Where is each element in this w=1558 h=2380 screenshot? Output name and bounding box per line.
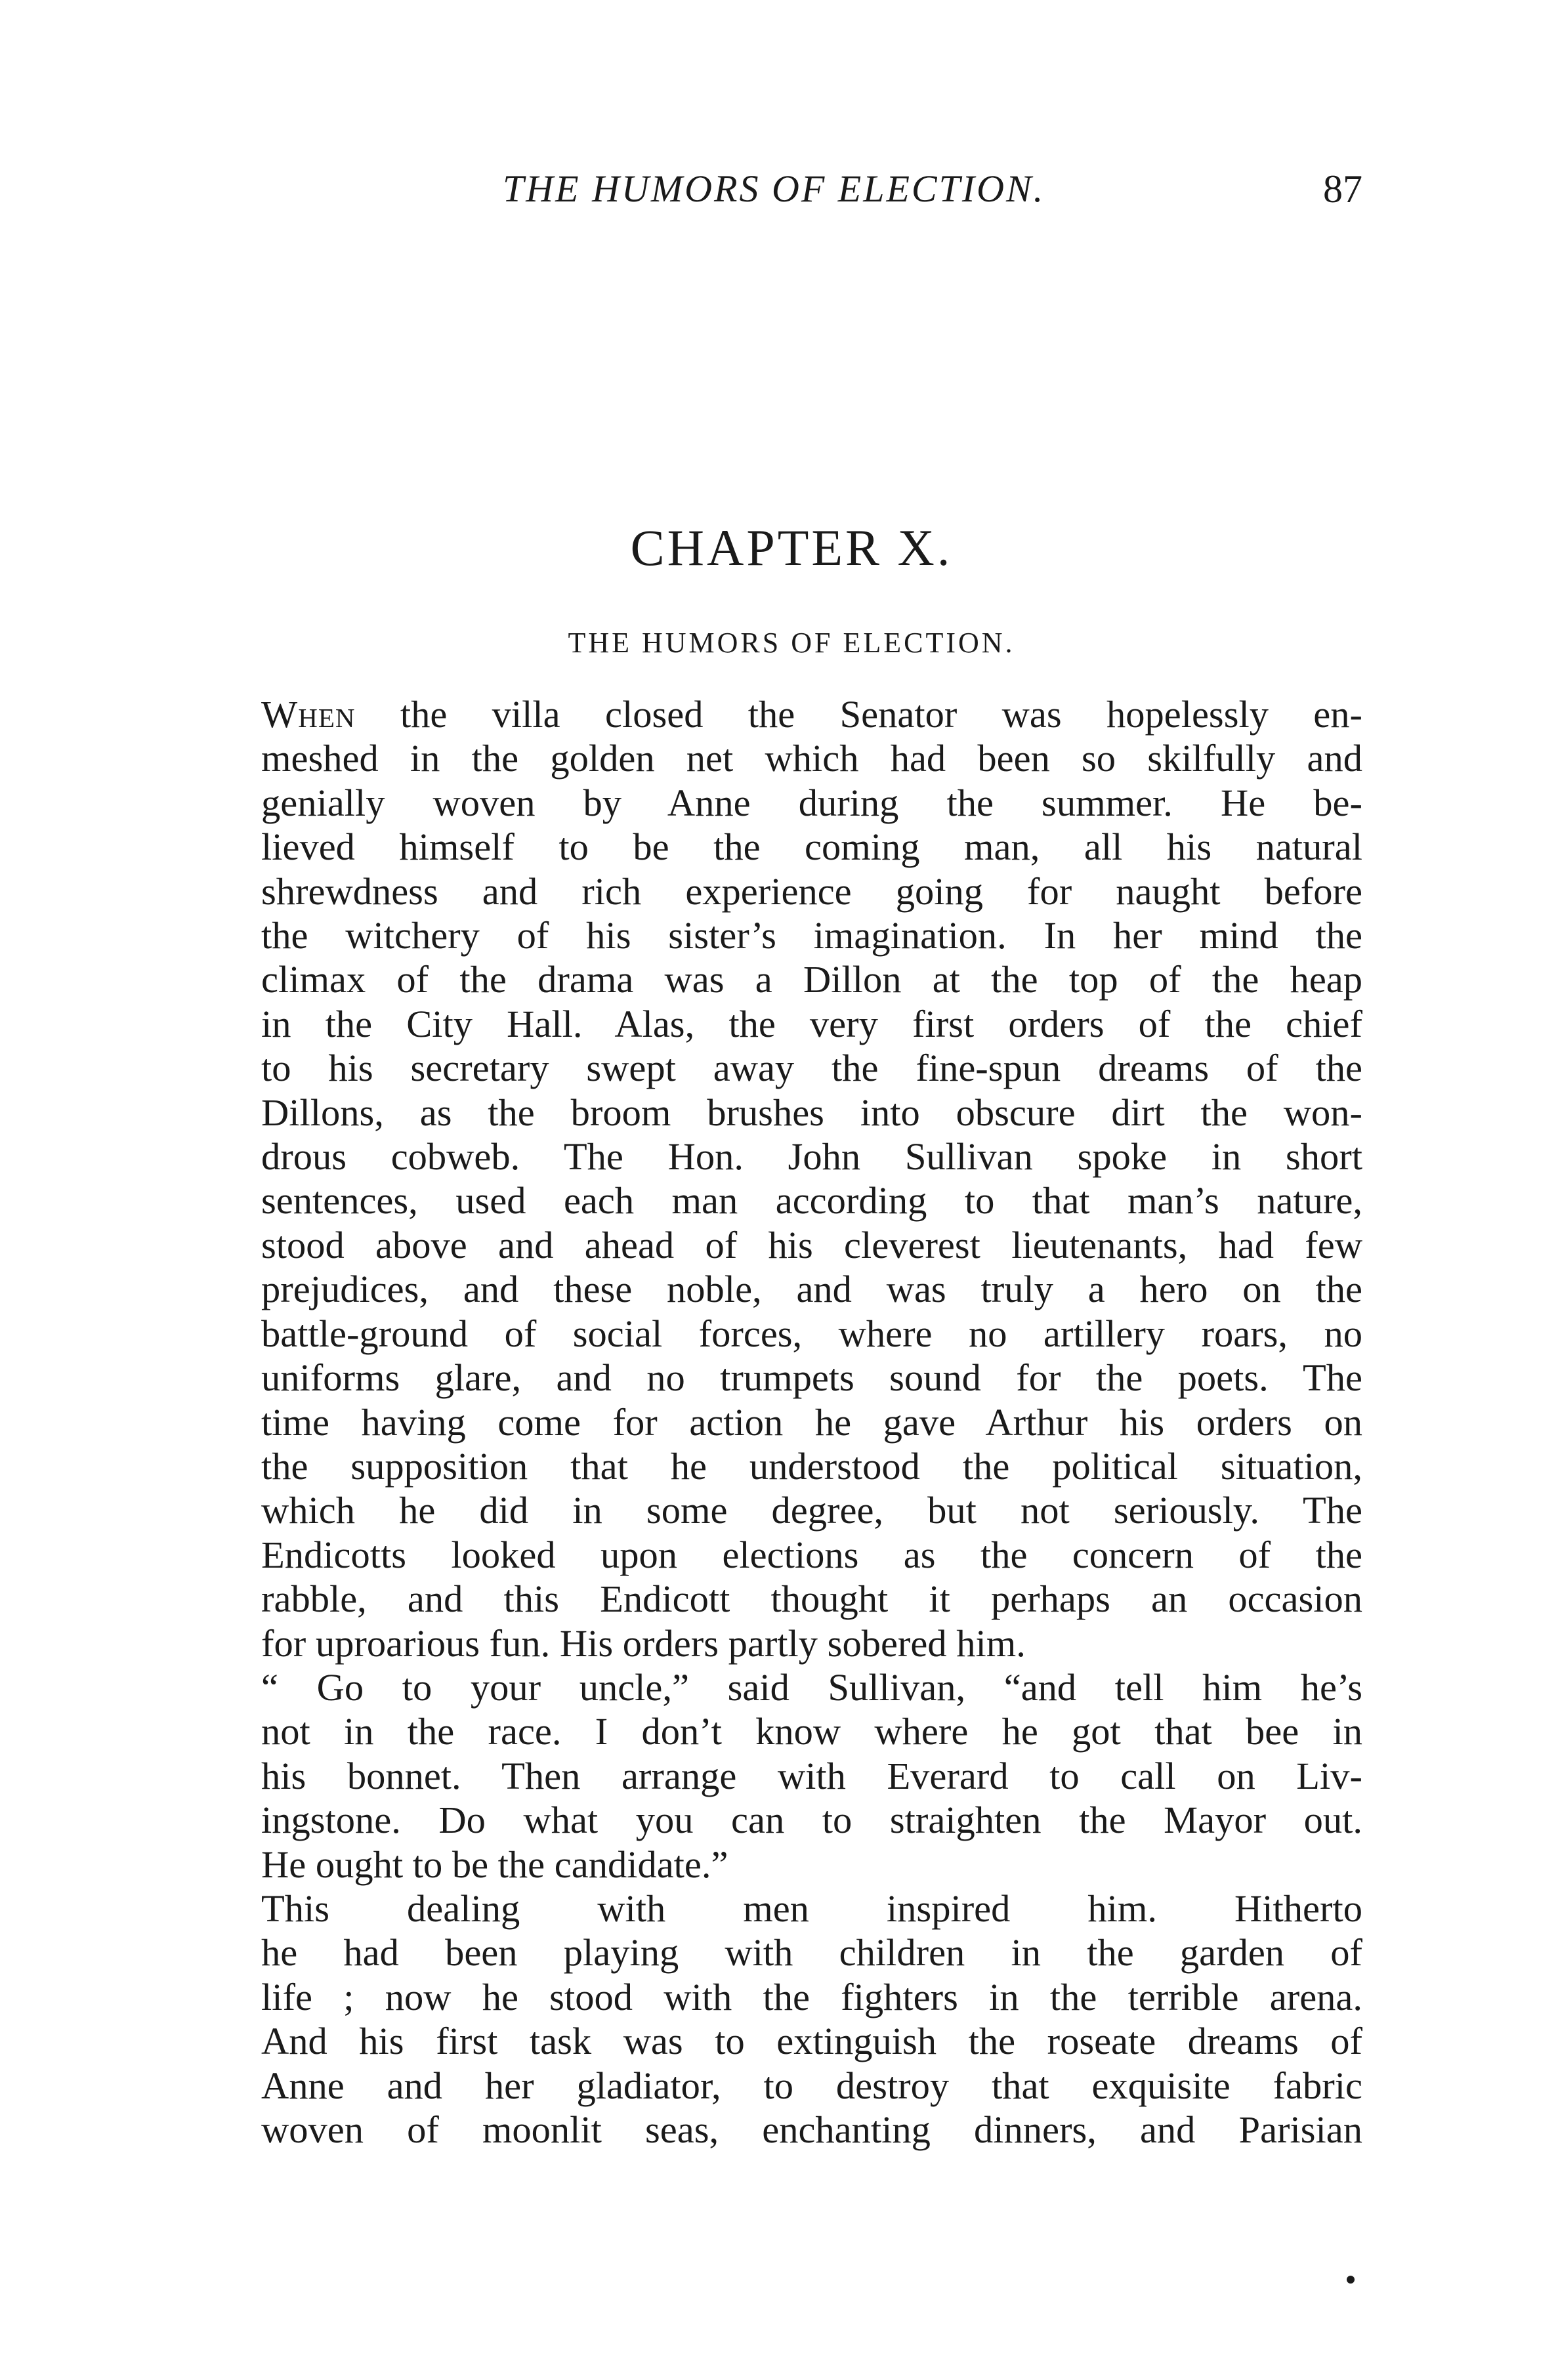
text-line-content: the villa closed the Senator was hopelessly en- xyxy=(400,693,1363,736)
text-line: rabble, and this Endicott thought it perhaps an occasion xyxy=(261,1577,1362,1621)
paragraph-1 xyxy=(221,692,1362,1665)
text-line: Dillons, as the broom brushes into obscure dirt the won- xyxy=(261,1091,1362,1134)
text-line: genially woven by Anne during the summer. He be- xyxy=(261,781,1362,824)
text-line: shrewdness and rich experience going for naught before xyxy=(261,869,1362,913)
text-line: not in the race. I don’t know where he got that bee in xyxy=(261,1710,1362,1753)
chapter-subtitle: THE HUMORS OF ELECTION. xyxy=(568,627,1015,659)
text-line xyxy=(221,692,1362,736)
lead-word: When xyxy=(261,693,356,736)
text-line: to his secretary swept away the fine-spun dreams of the xyxy=(261,1047,1362,1090)
ink-speck xyxy=(1347,2276,1355,2284)
text-line: He ought to be the candidate.” xyxy=(261,1843,728,1886)
text-line: And his first task was to extinguish the roseate dreams of xyxy=(261,2020,1362,2063)
text-line: he had been playing with children in the garden of xyxy=(261,1931,1362,1974)
text-line: “ Go to your uncle,” said Sullivan, “and tell him he’s xyxy=(261,1665,1362,1709)
text-line: drous cobweb. The Hon. John Sullivan spoke in short xyxy=(261,1135,1362,1179)
text-line: This dealing with men inspired him. Hitherto xyxy=(261,1887,1362,1930)
text-line: lieved himself to be the coming man, all his natural xyxy=(261,825,1362,869)
body-text xyxy=(221,692,1362,2152)
text-line: for uproarious fun. His orders partly sobered him. xyxy=(261,1621,1026,1665)
text-line: life ; now he stood with the fighters in the terrible arena. xyxy=(261,1975,1362,2018)
text-line: woven of moonlit seas, enchanting dinners, and Parisian xyxy=(261,2108,1362,2151)
text-line: prejudices, and these noble, and was truly a hero on the xyxy=(261,1268,1362,1311)
text-line: sentences, used each man according to that man’s nature, xyxy=(261,1179,1362,1222)
text-line: stood above and ahead of his cleverest lieutenants, had few xyxy=(261,1223,1362,1266)
text-line: meshed in the golden net which had been so skilfully and xyxy=(261,737,1362,780)
paragraph-2 xyxy=(221,1665,1362,1887)
text-line: climax of the drama was a Dillon at the top of the heap xyxy=(261,958,1362,1001)
text-line: time having come for action he gave Arthur his orders on xyxy=(261,1400,1362,1444)
text-line: Endicotts looked upon elections as the concern of the xyxy=(261,1533,1362,1576)
text-line: battle-ground of social forces, where no artillery roars, no xyxy=(261,1312,1362,1355)
text-line: which he did in some degree, but not seriously. The xyxy=(261,1489,1362,1532)
text-line: uniforms glare, and no trumpets sound for the poets. The xyxy=(261,1356,1362,1400)
text-line: in the City Hall. Alas, the very first orders of the chief xyxy=(261,1002,1362,1045)
paragraph-3 xyxy=(221,1887,1362,2152)
running-head xyxy=(221,163,1362,215)
text-line: the supposition that he understood the political situation, xyxy=(261,1444,1362,1488)
text-line: his bonnet. Then arrange with Everard to call on Liv- xyxy=(261,1754,1362,1797)
chapter-title: CHAPTER X. xyxy=(630,519,953,576)
text-line: ingstone. Do what you can to straighten the Mayor out. xyxy=(261,1799,1362,1842)
page-number: 87 xyxy=(1323,167,1362,211)
text-line: Anne and her gladiator, to destroy that exquisite fabric xyxy=(261,2064,1362,2107)
running-title: THE HUMORS OF ELECTION. xyxy=(503,167,1045,210)
text-line: the witchery of his sister’s imagination. In her mind the xyxy=(261,914,1362,957)
